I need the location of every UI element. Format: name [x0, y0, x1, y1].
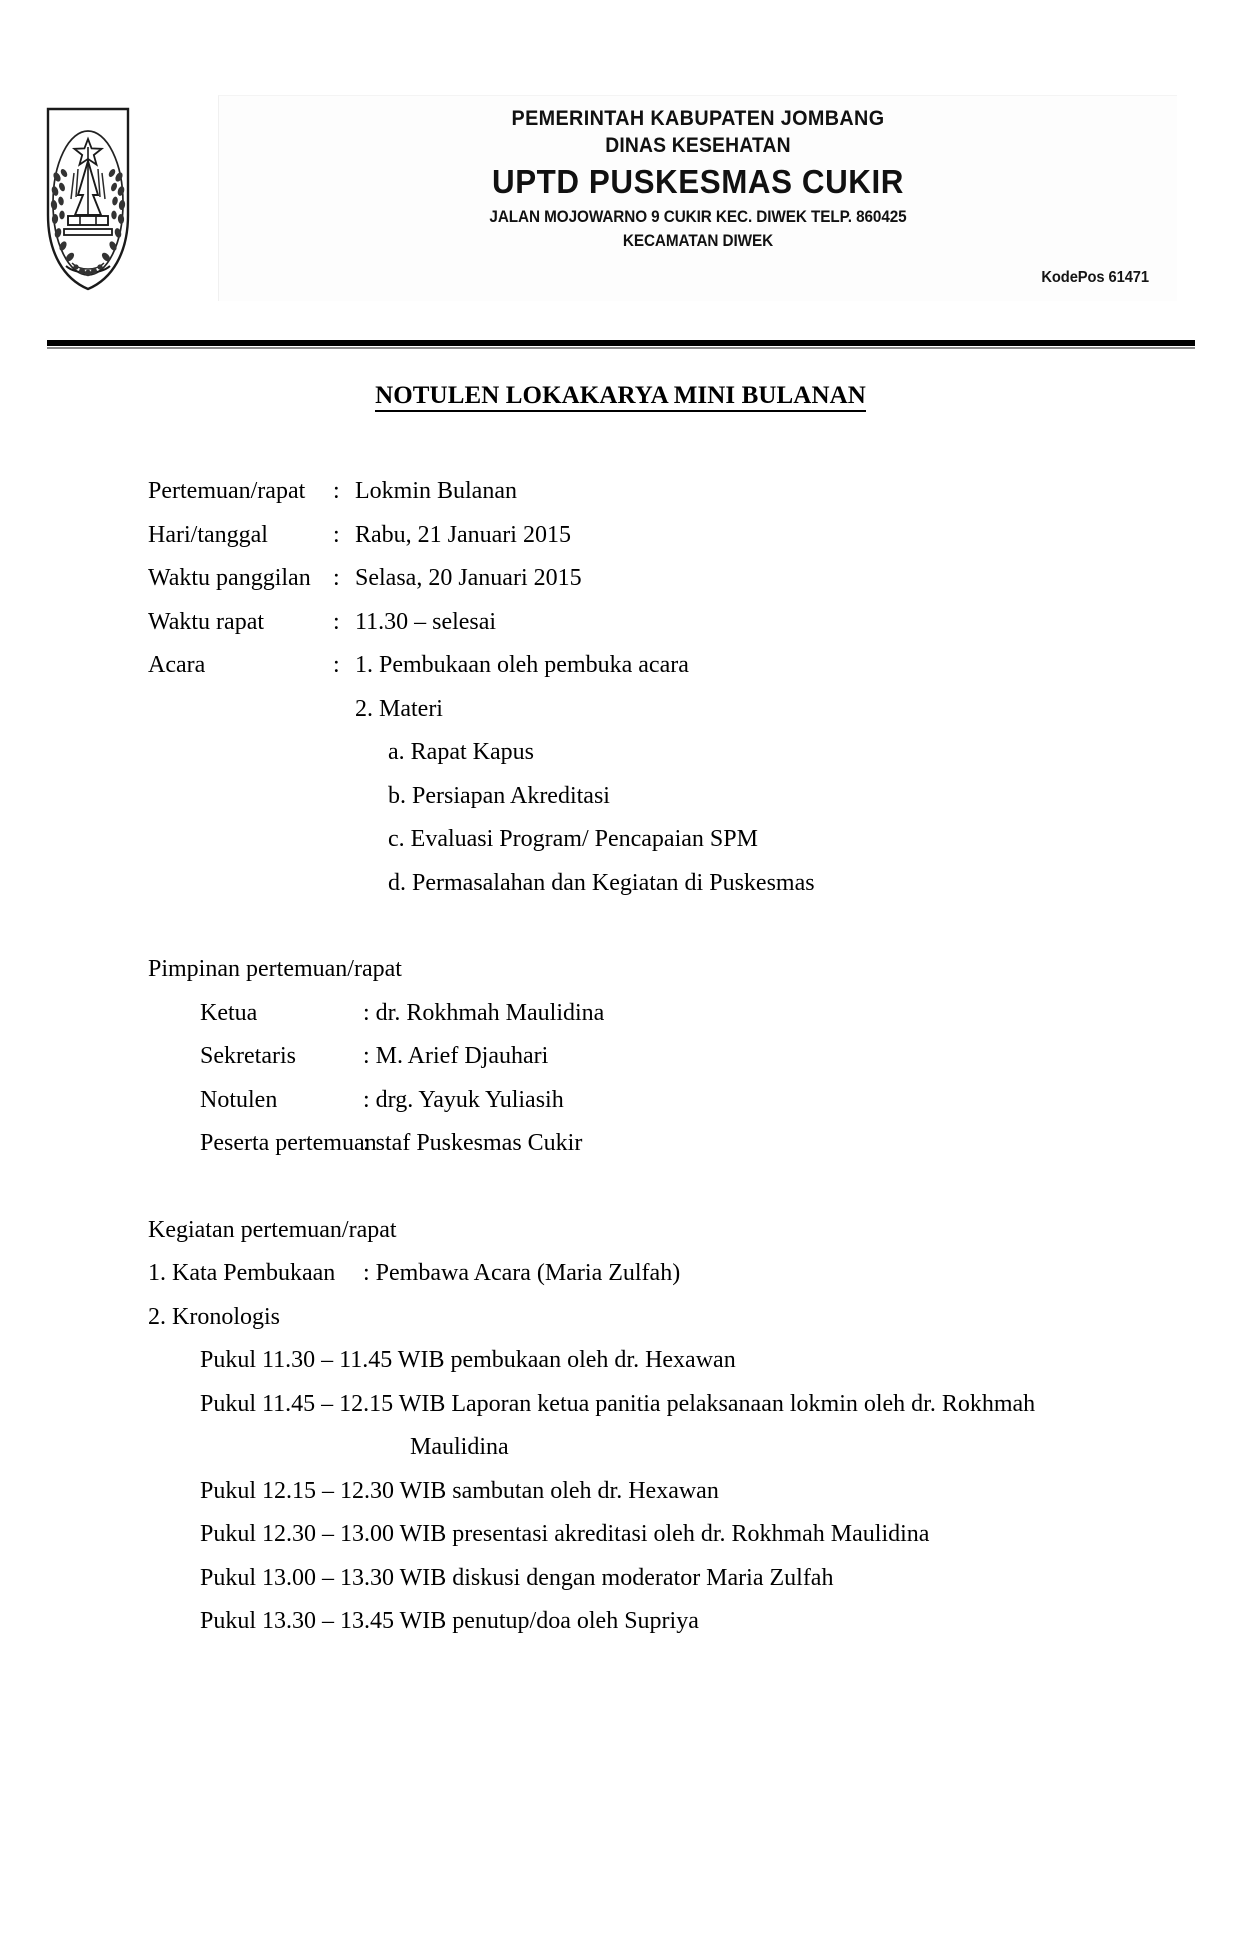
divider-thick-line [47, 340, 1195, 346]
meta-colon: : [333, 608, 340, 635]
divider-thin-line [47, 347, 1195, 349]
agenda-item: a. Rapat Kapus [388, 739, 534, 765]
meta-row [148, 514, 1148, 558]
leadership-value: : staf Puskesmas Cukir [363, 1130, 583, 1156]
letterhead-lines [219, 104, 1177, 252]
meta-row [148, 601, 1148, 645]
leadership-label: Notulen [200, 1086, 278, 1113]
meta-value: 1. Pembukaan oleh pembuka acara [355, 652, 689, 678]
leadership-value: : dr. Rokhmah Maulidina [363, 999, 605, 1026]
page-title-text: NOTULEN LOKAKARYA MINI BULANAN [375, 382, 866, 412]
meta-row [148, 470, 1148, 514]
meta-row-agenda [148, 644, 1148, 688]
leadership-heading: Pimpinan pertemuan/rapat [148, 956, 402, 982]
letterhead-textbox [218, 95, 1177, 301]
letterhead-line-government: PEMERINTAH KABUPATEN JOMBANG [511, 106, 885, 130]
agenda-item: b. Persiapan Akreditasi [388, 782, 610, 809]
agenda-item: d. Permasalahan dan Kegiatan di Puskesmas [388, 869, 815, 896]
activities-chronology-label: 2. Kronologis [148, 1303, 280, 1330]
document-body [148, 470, 1148, 1644]
meta-label: Waktu panggilan [148, 565, 311, 591]
meta-value: Lokmin Bulanan [355, 478, 517, 504]
chronology-line: Pukul 12.30 – 13.00 WIB presentasi akreditasi oleh dr. Rokhmah Maulidina [200, 1521, 930, 1547]
chronology-line: Pukul 11.45 – 12.15 WIB Laporan ketua panitia pelaksanaan lokmin oleh dr. Rokhmah [200, 1390, 1036, 1417]
meta-colon: : [333, 652, 340, 678]
leadership-row [148, 1035, 1148, 1079]
chronology-line: Pukul 13.00 – 13.30 WIB diskusi dengan moderator Maria Zulfah [200, 1564, 834, 1591]
agenda-item: c. Evaluasi Program/ Pencapaian SPM [388, 826, 758, 852]
chronology-line: Pukul 12.15 – 12.30 WIB sambutan oleh dr. Hexawan [200, 1477, 719, 1504]
leadership-row [148, 1079, 1148, 1123]
letterhead-line-department: DINAS KESEHATAN [605, 134, 791, 157]
meta-colon: : [333, 478, 340, 504]
leadership-row [148, 1122, 1148, 1166]
chronology-line: Pukul 11.30 – 11.45 WIB pembukaan oleh dr. Hexawan [200, 1347, 736, 1373]
activities-label: 1. Kata Pembukaan [148, 1260, 336, 1286]
activities-row [148, 1252, 1148, 1296]
leadership-row [148, 992, 1148, 1036]
page-title [0, 382, 1241, 410]
leadership-value: : M. Arief Djauhari [363, 1043, 549, 1069]
letterhead-line-district: KECAMATAN DIWEK [622, 231, 774, 250]
meta-label: Pertemuan/rapat [148, 478, 306, 504]
agenda-item: 2. Materi [355, 695, 443, 722]
meta-label: Acara [148, 652, 206, 678]
chronology-line-continuation: Maulidina [410, 1434, 509, 1460]
activities-heading: Kegiatan pertemuan/rapat [148, 1216, 397, 1243]
activities-value: : Pembawa Acara (Maria Zulfah) [363, 1260, 681, 1286]
letterhead-postal-code: KodePos 61471 [1041, 269, 1149, 286]
meta-value: Selasa, 20 Januari 2015 [355, 565, 582, 591]
letterhead-divider-rule [47, 340, 1195, 349]
meta-value: Rabu, 21 Januari 2015 [355, 521, 571, 548]
meta-value: 11.30 – selesai [355, 608, 497, 635]
letterhead-line-institution: UPTD PUSKESMAS CUKIR [491, 163, 905, 200]
spacer [148, 905, 1148, 948]
leadership-label: Sekretaris [200, 1043, 296, 1069]
meta-label: Waktu rapat [148, 608, 265, 635]
spacer [148, 1166, 1148, 1209]
letterhead-line-address: JALAN MOJOWARNO 9 CUKIR KEC. DIWEK TELP. 860425 [489, 207, 907, 226]
meta-colon: : [333, 565, 340, 591]
leadership-label: Ketua [200, 999, 258, 1026]
leadership-label: Peserta pertemuan [200, 1130, 377, 1156]
letterhead [0, 95, 1241, 310]
leadership-value: : drg. Yayuk Yuliasih [363, 1086, 564, 1113]
meta-colon: : [333, 521, 340, 548]
meta-row [148, 557, 1148, 601]
jombang-regency-coat-of-arms-icon [42, 103, 134, 293]
chronology-line: Pukul 13.30 – 13.45 WIB penutup/doa oleh Supriya [200, 1608, 699, 1634]
meta-label: Hari/tanggal [148, 521, 268, 548]
